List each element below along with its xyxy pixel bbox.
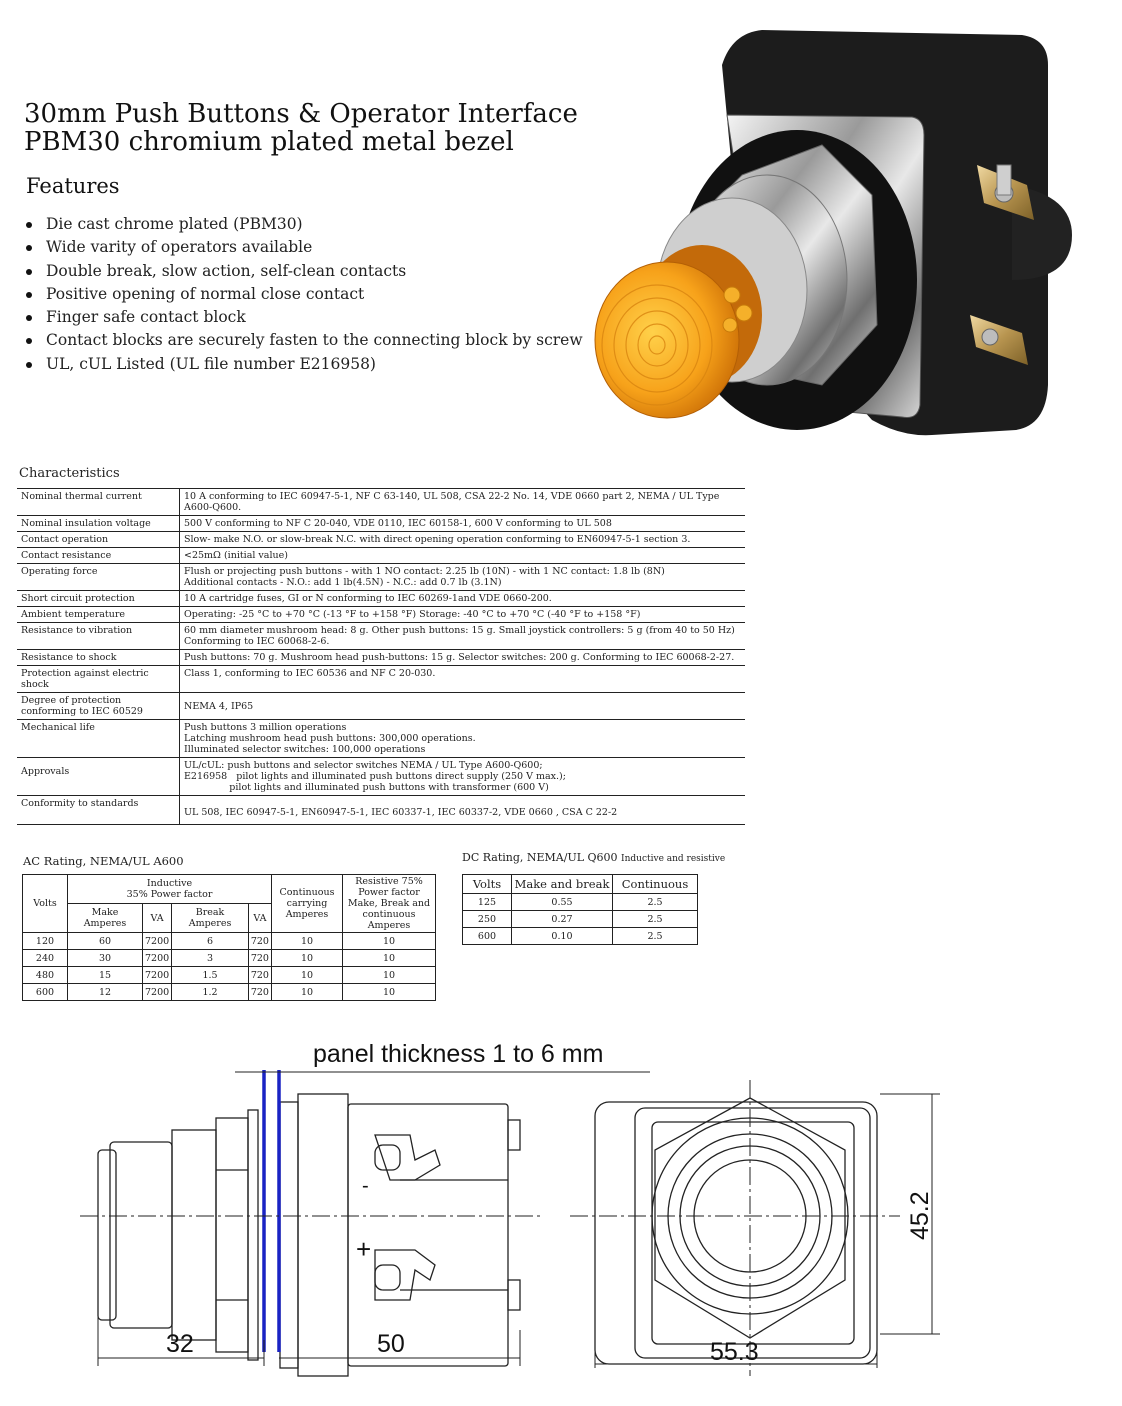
- char-key: Mechanical life: [17, 720, 180, 758]
- ac-cell: 12: [68, 984, 143, 1001]
- features-heading: Features: [26, 174, 120, 198]
- ac-cell: 120: [23, 933, 68, 950]
- dc-cell: 2.5: [613, 928, 698, 945]
- dc-cell: 2.5: [613, 911, 698, 928]
- ac-cell: 7200: [143, 984, 172, 1001]
- char-key: Contact operation: [17, 532, 180, 548]
- char-value: NEMA 4, IP65: [180, 693, 746, 720]
- ac-cell: 10: [343, 933, 436, 950]
- char-key: Contact resistance: [17, 548, 180, 564]
- ac-cell: 10: [272, 950, 343, 967]
- char-key: Short circuit protection: [17, 591, 180, 607]
- dc-cell: 0.55: [512, 894, 613, 911]
- char-value: Class 1, conforming to IEC 60536 and NF C 20-030.: [180, 666, 746, 693]
- ac-continuous-header: Continuous carrying Amperes: [272, 875, 343, 933]
- ac-cell: 10: [272, 933, 343, 950]
- ac-cell: 7200: [143, 950, 172, 967]
- ac-cell: 30: [68, 950, 143, 967]
- characteristics-table: [17, 488, 745, 825]
- feature-item: Positive opening of normal close contact: [24, 283, 583, 306]
- table-row: [23, 933, 436, 950]
- char-value: <25mΩ (initial value): [180, 548, 746, 564]
- ac-cell: 1.2: [172, 984, 249, 1001]
- dc-cell: 125: [463, 894, 512, 911]
- title-line-1: 30mm Push Buttons & Operator Interface: [24, 99, 578, 129]
- ac-power-factor-label: 35% Power factor: [126, 889, 213, 900]
- table-row: [17, 650, 745, 666]
- ac-cell: 3: [172, 950, 249, 967]
- dim-body-label: 50: [377, 1330, 405, 1358]
- panel-thickness-label: panel thickness 1 to 6 mm: [313, 1040, 604, 1068]
- dc-rating-heading: [462, 851, 725, 864]
- char-key: Nominal thermal current: [17, 489, 180, 516]
- char-value: UL 508, IEC 60947-5-1, EN60947-5-1, IEC 60337-1, IEC 60337-2, VDE 0660 , CSA C 22-2: [180, 796, 746, 825]
- ac-cell: 720: [248, 984, 271, 1001]
- ac-rating-heading: AC Rating, NEMA/UL A600: [23, 854, 184, 868]
- char-key: Protection against electric shock: [17, 666, 180, 693]
- dc-cell: 2.5: [613, 894, 698, 911]
- char-key: Ambient temperature: [17, 607, 180, 623]
- ac-resistive-header: Resistive 75% Power factor Make, Break and continuous Amperes: [343, 875, 436, 933]
- char-key: Operating force: [17, 564, 180, 591]
- char-key: Resistance to vibration: [17, 623, 180, 650]
- minus-terminal-label: -: [362, 1175, 369, 1197]
- ac-cell: 720: [248, 950, 271, 967]
- ac-cell: 7200: [143, 933, 172, 950]
- ac-cell: 6: [172, 933, 249, 950]
- table-row: [17, 548, 745, 564]
- table-row: [17, 666, 745, 693]
- feature-item: Contact blocks are securely fasten to the connecting block by screw: [24, 329, 583, 352]
- product-photo: [572, 25, 1082, 445]
- table-row: [17, 758, 745, 796]
- plus-terminal-label: +: [356, 1234, 372, 1264]
- ac-cell: 7200: [143, 967, 172, 984]
- ac-cell: 10: [343, 950, 436, 967]
- ac-cell: 720: [248, 933, 271, 950]
- feature-item: UL, cUL Listed (UL file number E216958): [24, 353, 583, 376]
- char-value: Push buttons: 70 g. Mushroom head push-buttons: 15 g. Selector switches: 200 g. Conforming to IEC 60068-2-27.: [180, 650, 746, 666]
- table-row: [17, 720, 745, 758]
- dc-rating-table: [462, 874, 698, 945]
- char-value: 10 A conforming to IEC 60947-5-1, NF C 63-140, UL 508, CSA 22-2 No. 14, VDE 0660 part 2, NEMA / UL Type A600-Q600.: [180, 489, 746, 516]
- ac-make-header: Make Amperes: [68, 904, 143, 933]
- dc-cell: 0.27: [512, 911, 613, 928]
- char-key: Approvals: [17, 758, 180, 796]
- table-row: [17, 796, 745, 825]
- table-row: [463, 894, 698, 911]
- ac-cell: 480: [23, 967, 68, 984]
- char-value: UL/cUL: push buttons and selector switches NEMA / UL Type A600-Q600; E216958 pilot lights and illuminated push buttons direct supply (250 V max.); pilot lights and illuminated push buttons with transformer (600 V): [180, 758, 746, 796]
- dc-rating-title: DC Rating, NEMA/UL Q600: [462, 851, 618, 864]
- char-value: 10 A cartridge fuses, GI or N conforming to IEC 60269-1and VDE 0660-200.: [180, 591, 746, 607]
- dc-cell: 0.10: [512, 928, 613, 945]
- ac-cell: 720: [248, 967, 271, 984]
- char-key: Degree of protection conforming to IEC 60529: [17, 693, 180, 720]
- dc-make-break-header: Make and break: [512, 875, 613, 894]
- table-row: [23, 967, 436, 984]
- ac-break-header: Break Amperes: [172, 904, 249, 933]
- char-value: 60 mm diameter mushroom head: 8 g. Other push buttons: 15 g. Small joystick controllers: 5 g (from 40 to 50 Hz) Conforming to IEC 60068-2-6.: [180, 623, 746, 650]
- char-key: Nominal insulation voltage: [17, 516, 180, 532]
- table-row: [17, 489, 745, 516]
- feature-item: Finger safe contact block: [24, 306, 583, 329]
- page-title: [24, 100, 578, 156]
- table-row: [23, 984, 436, 1001]
- ac-cell: 10: [343, 967, 436, 984]
- ac-inductive-label: Inductive: [146, 878, 193, 889]
- ac-cell: 600: [23, 984, 68, 1001]
- ac-cell: 1.5: [172, 967, 249, 984]
- table-row: [17, 623, 745, 650]
- feature-item: Wide varity of operators available: [24, 236, 583, 259]
- title-line-2: PBM30 chromium plated metal bezel: [24, 127, 514, 157]
- table-row: [23, 950, 436, 967]
- ac-volts-header: Volts: [23, 875, 68, 933]
- char-value: Flush or projecting push buttons - with 1 NO contact: 2.25 lb (10N) - with 1 NC contact: 1.8 lb (8N) Additional contacts - N.O.: add 1 lb(4.5N) - N.C.: add 0.7 lb (3.1N): [180, 564, 746, 591]
- dim-height-label: 45.2: [906, 1191, 934, 1240]
- dc-cell: 600: [463, 928, 512, 945]
- table-row: [463, 911, 698, 928]
- char-value: Push buttons 3 million operations Latching mushroom head push buttons: 300,000 operations. Illuminated selector switches: 100,000 operations: [180, 720, 746, 758]
- features-list: [24, 213, 583, 376]
- ac-cell: 10: [272, 967, 343, 984]
- char-value: Slow- make N.O. or slow-break N.C. with direct opening operation conforming to EN60947-5-1 section 3.: [180, 532, 746, 548]
- dc-rating-subtitle: Inductive and resistive: [621, 854, 726, 864]
- ac-va-header: VA: [143, 904, 172, 933]
- dc-cell: 250: [463, 911, 512, 928]
- table-row: [17, 564, 745, 591]
- table-row: [17, 693, 745, 720]
- ac-cell: 15: [68, 967, 143, 984]
- table-row: [17, 591, 745, 607]
- dimension-drawing: [70, 1030, 1070, 1400]
- table-row: [463, 928, 698, 945]
- char-value: 500 V conforming to NF C 20-040, VDE 0110, IEC 60158-1, 600 V conforming to UL 508: [180, 516, 746, 532]
- feature-item: Die cast chrome plated (PBM30): [24, 213, 583, 236]
- dc-continuous-header: Continuous: [613, 875, 698, 894]
- table-row: [17, 607, 745, 623]
- characteristics-heading: Characteristics: [19, 466, 120, 481]
- char-key: Resistance to shock: [17, 650, 180, 666]
- ac-cell: 60: [68, 933, 143, 950]
- table-row: [17, 532, 745, 548]
- ac-cell: 240: [23, 950, 68, 967]
- dim-width-label: 55.3: [710, 1338, 759, 1366]
- char-key: Conformity to standards: [17, 796, 180, 825]
- ac-inductive-header: [68, 875, 272, 904]
- ac-rating-table: [22, 874, 436, 1001]
- char-value: Operating: -25 °C to +70 °C (-13 °F to +158 °F) Storage: -40 °C to +70 °C (-40 °F to +158 °F): [180, 607, 746, 623]
- ac-cell: 10: [343, 984, 436, 1001]
- table-row: [17, 516, 745, 532]
- dim-front-label: 32: [166, 1330, 194, 1358]
- dc-volts-header: Volts: [463, 875, 512, 894]
- ac-va2-header: VA: [248, 904, 271, 933]
- ac-cell: 10: [272, 984, 343, 1001]
- feature-item: Double break, slow action, self-clean contacts: [24, 260, 583, 283]
